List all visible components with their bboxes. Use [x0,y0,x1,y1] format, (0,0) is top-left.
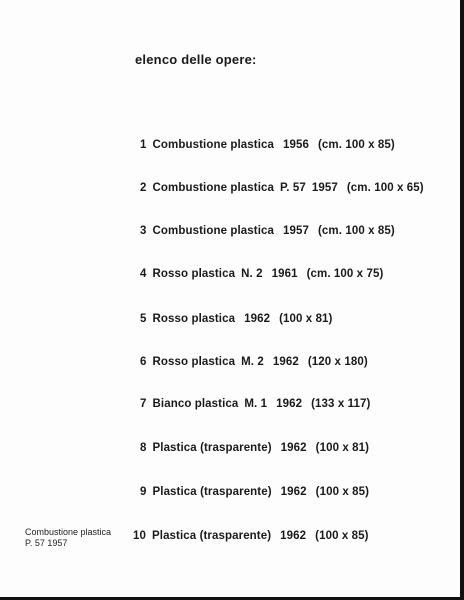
work-title: Plastica (trasparente) [152,486,272,498]
work-item-10 [133,530,369,542]
caption-subtitle: P. 57 1957 [25,538,68,548]
work-item-1 [140,139,395,151]
work-item-6 [140,356,368,368]
work-year: 1962 [280,530,307,542]
work-series: M. 1 [244,398,268,410]
work-number: 7 [140,398,147,410]
work-item-3 [140,225,395,237]
work-title: Bianco plastica [152,398,239,410]
work-title: Rosso plastica [152,268,236,280]
work-year: 1962 [280,442,307,454]
image-caption [25,527,111,549]
work-year: 1957 [311,182,338,194]
work-item-5 [140,313,333,325]
work-number: 3 [140,225,147,237]
work-item-9 [140,486,369,498]
list-heading: elenco delle opere: [135,52,257,67]
work-year: 1962 [280,486,307,498]
scan-edge-right [460,0,464,600]
work-number: 4 [140,268,147,280]
work-number: 9 [140,486,147,498]
work-number: 10 [133,530,146,542]
work-year: 1962 [272,356,299,368]
work-dimensions: (cm. 100 x 65) [346,182,424,194]
work-year: 1956 [283,139,309,151]
work-title: Rosso plastica [152,313,236,325]
work-dimensions: (cm. 100 x 85) [317,225,395,237]
work-year: 1961 [271,268,298,280]
work-dimensions: (100 x 85) [315,530,369,542]
work-dimensions: (100 x 81) [315,442,370,454]
work-dimensions: (133 x 117) [311,398,371,410]
work-item-7 [140,398,370,410]
work-title: Combustione plastica [152,182,274,194]
work-number: 5 [140,313,147,325]
work-dimensions: (cm. 100 x 85) [317,139,395,151]
work-title: Plastica (trasparente) [152,442,272,454]
work-dimensions: (cm. 100 x 75) [306,268,384,280]
work-year: 1957 [283,225,309,237]
work-series: N. 2 [241,268,263,280]
work-number: 1 [140,139,147,151]
work-title: Combustione plastica [152,139,274,151]
work-series: M. 2 [241,356,264,368]
work-number: 6 [140,356,147,368]
work-title: Combustione plastica [152,225,274,237]
work-item-8 [140,442,369,454]
work-title: Plastica (trasparente) [152,530,272,542]
work-item-4 [140,268,383,280]
work-series: P. 57 [280,182,306,194]
work-dimensions: (100 x 85) [315,486,370,498]
work-year: 1962 [244,313,271,325]
work-number: 2 [140,182,147,194]
work-title: Rosso plastica [152,356,236,368]
work-year: 1962 [276,398,303,410]
work-dimensions: (100 x 81) [279,313,333,325]
work-item-2 [140,182,424,194]
work-dimensions: (120 x 180) [307,356,368,368]
work-number: 8 [140,442,147,454]
caption-title: Combustione plastica [25,527,112,537]
